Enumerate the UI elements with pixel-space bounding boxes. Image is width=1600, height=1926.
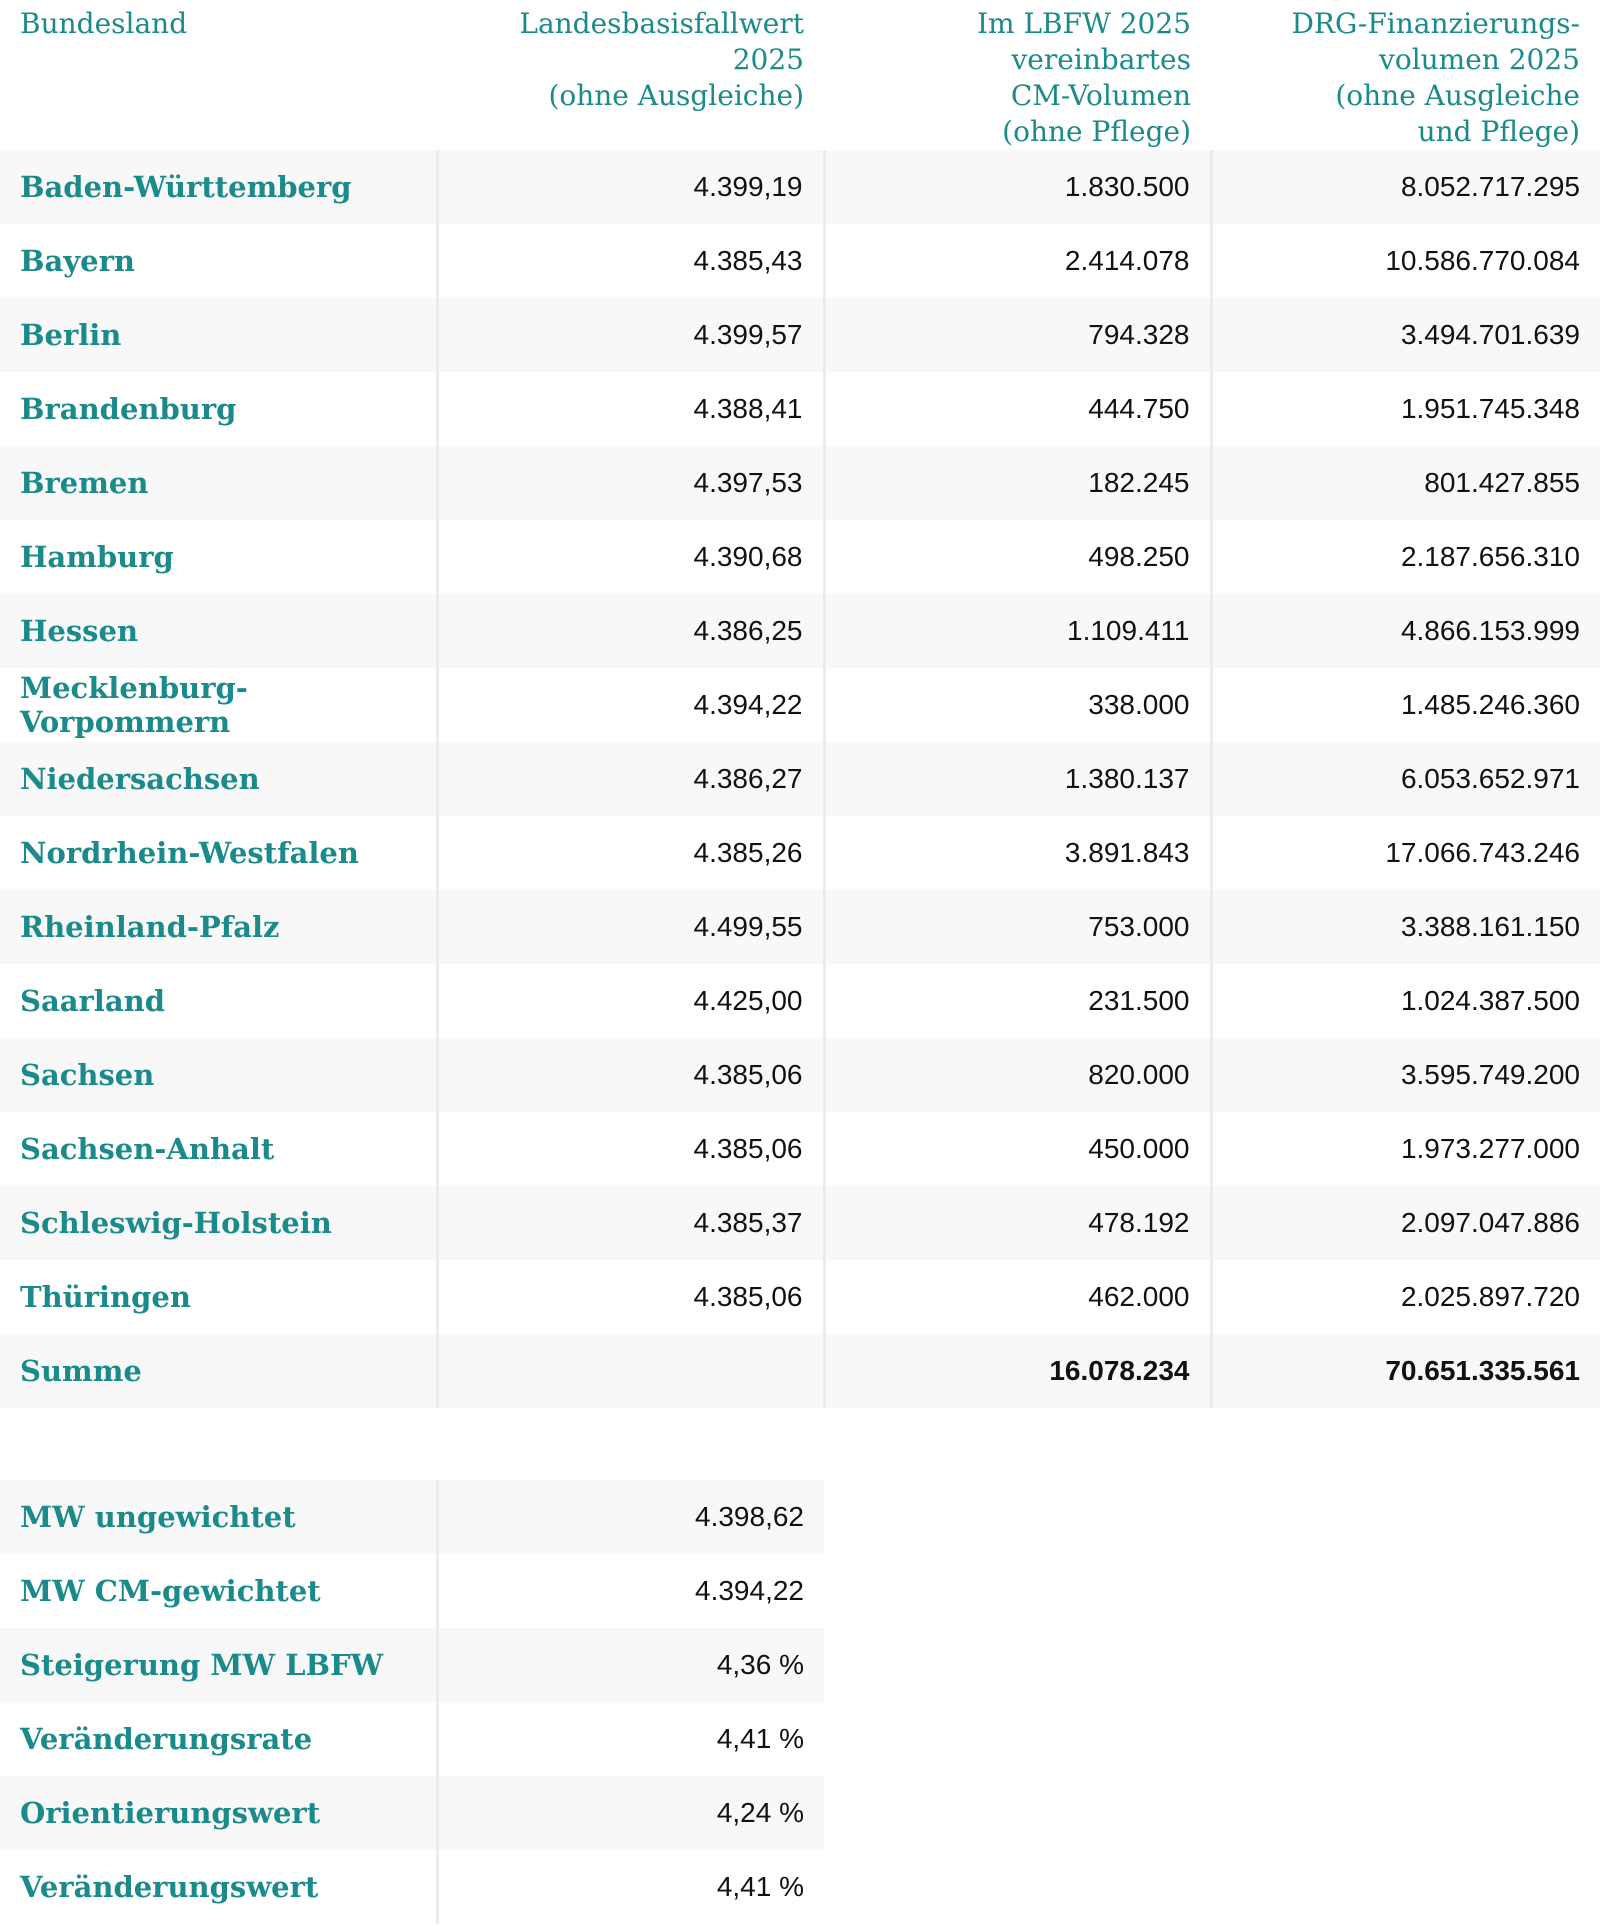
row-drg-volumen: 3.494.701.639 [1211,298,1600,372]
table-row [0,520,1600,594]
stat-value: 4.398,62 [437,1480,824,1554]
summe-lbfw [437,1334,824,1408]
row-drg-volumen: 2.187.656.310 [1211,520,1600,594]
row-lbfw: 4.499,55 [437,890,824,964]
table-row [0,1038,1600,1112]
table-row [0,446,1600,520]
row-drg-volumen: 10.586.770.084 [1211,224,1600,298]
stats-row [0,1628,824,1702]
row-lbfw: 4.385,37 [437,1186,824,1260]
table-row [0,1112,1600,1186]
header-drg-volumen: DRG-Finanzierungs- volumen 2025 (ohne Ausgleiche und Pflege) [1291,7,1580,148]
row-drg-volumen: 6.053.652.971 [1211,742,1600,816]
row-cm-volumen: 498.250 [824,520,1211,594]
row-drg-volumen: 1.973.277.000 [1211,1112,1600,1186]
row-lbfw: 4.385,06 [437,1260,824,1334]
table-row [0,224,1600,298]
stat-label: Veränderungsrate [0,1702,437,1776]
table-row [0,298,1600,372]
table-row [0,150,1600,224]
row-drg-volumen: 1.024.387.500 [1211,964,1600,1038]
row-lbfw: 4.425,00 [437,964,824,1038]
row-lbfw: 4.385,26 [437,816,824,890]
row-bundesland: Brandenburg [0,372,437,446]
row-drg-volumen: 3.388.161.150 [1211,890,1600,964]
stats-row [0,1554,824,1628]
table-row [0,594,1600,668]
summe-drg-volumen: 70.651.335.561 [1211,1334,1600,1408]
row-cm-volumen: 2.414.078 [824,224,1211,298]
row-cm-volumen: 1.380.137 [824,742,1211,816]
row-cm-volumen: 450.000 [824,1112,1211,1186]
stats-row [0,1776,824,1850]
row-bundesland: Niedersachsen [0,742,437,816]
table-header-row [0,0,1600,150]
table-row [0,668,1600,742]
row-lbfw: 4.385,06 [437,1038,824,1112]
stat-value: 4,41 % [437,1850,824,1924]
row-bundesland: Hamburg [0,520,437,594]
row-cm-volumen: 1.830.500 [824,150,1211,224]
row-cm-volumen: 1.109.411 [824,594,1211,668]
row-drg-volumen: 17.066.743.246 [1211,816,1600,890]
table-row [0,890,1600,964]
row-lbfw: 4.399,57 [437,298,824,372]
table-row [0,1186,1600,1260]
row-lbfw: 4.385,43 [437,224,824,298]
row-cm-volumen: 794.328 [824,298,1211,372]
row-bundesland: Rheinland-Pfalz [0,890,437,964]
row-bundesland: Mecklenburg-Vorpommern [0,668,437,742]
stat-label: MW ungewichtet [0,1480,437,1554]
summe-row [0,1334,1600,1408]
row-cm-volumen: 182.245 [824,446,1211,520]
row-bundesland: Sachsen-Anhalt [0,1112,437,1186]
row-cm-volumen: 338.000 [824,668,1211,742]
row-bundesland: Berlin [0,298,437,372]
row-bundesland: Nordrhein-Westfalen [0,816,437,890]
table-row [0,964,1600,1038]
row-cm-volumen: 231.500 [824,964,1211,1038]
row-lbfw: 4.386,25 [437,594,824,668]
row-drg-volumen: 1.951.745.348 [1211,372,1600,446]
header-cm-volumen: Im LBFW 2025 vereinbartes CM-Volumen (ohne Pflege) [976,7,1191,148]
summe-cm-volumen: 16.078.234 [824,1334,1211,1408]
row-bundesland: Baden-Württemberg [0,150,437,224]
row-bundesland: Thüringen [0,1260,437,1334]
table-row [0,1260,1600,1334]
header-landesbasisfallwert: Landesbasisfallwert 2025 (ohne Ausgleiche) [519,7,804,112]
stat-label: Steigerung MW LBFW [0,1628,437,1702]
row-drg-volumen: 1.485.246.360 [1211,668,1600,742]
row-bundesland: Bayern [0,224,437,298]
row-cm-volumen: 444.750 [824,372,1211,446]
stat-label: Orientierungswert [0,1776,437,1850]
row-drg-volumen: 801.427.855 [1211,446,1600,520]
row-lbfw: 4.399,19 [437,150,824,224]
row-bundesland: Sachsen [0,1038,437,1112]
row-drg-volumen: 2.025.897.720 [1211,1260,1600,1334]
stat-value: 4,41 % [437,1702,824,1776]
row-lbfw: 4.397,53 [437,446,824,520]
row-lbfw: 4.394,22 [437,668,824,742]
row-drg-volumen: 4.866.153.999 [1211,594,1600,668]
stat-label: Veränderungswert [0,1850,437,1924]
stat-value: 4,36 % [437,1628,824,1702]
table-row [0,816,1600,890]
stats-row [0,1702,824,1776]
row-cm-volumen: 3.891.843 [824,816,1211,890]
table-row [0,372,1600,446]
row-lbfw: 4.385,06 [437,1112,824,1186]
stat-value: 4.394,22 [437,1554,824,1628]
row-lbfw: 4.390,68 [437,520,824,594]
stat-label: MW CM-gewichtet [0,1554,437,1628]
row-bundesland: Hessen [0,594,437,668]
row-cm-volumen: 820.000 [824,1038,1211,1112]
row-bundesland: Schleswig-Holstein [0,1186,437,1260]
row-bundesland: Bremen [0,446,437,520]
stats-row [0,1850,824,1924]
row-drg-volumen: 3.595.749.200 [1211,1038,1600,1112]
table-row [0,742,1600,816]
row-bundesland: Saarland [0,964,437,1038]
header-bundesland: Bundesland [20,7,188,40]
row-lbfw: 4.386,27 [437,742,824,816]
summe-label: Summe [0,1334,437,1408]
stat-value: 4,24 % [437,1776,824,1850]
row-cm-volumen: 462.000 [824,1260,1211,1334]
row-cm-volumen: 753.000 [824,890,1211,964]
stats-row [0,1480,824,1554]
row-lbfw: 4.388,41 [437,372,824,446]
stats-table [0,1480,824,1924]
row-drg-volumen: 2.097.047.886 [1211,1186,1600,1260]
row-cm-volumen: 478.192 [824,1186,1211,1260]
row-drg-volumen: 8.052.717.295 [1211,150,1600,224]
